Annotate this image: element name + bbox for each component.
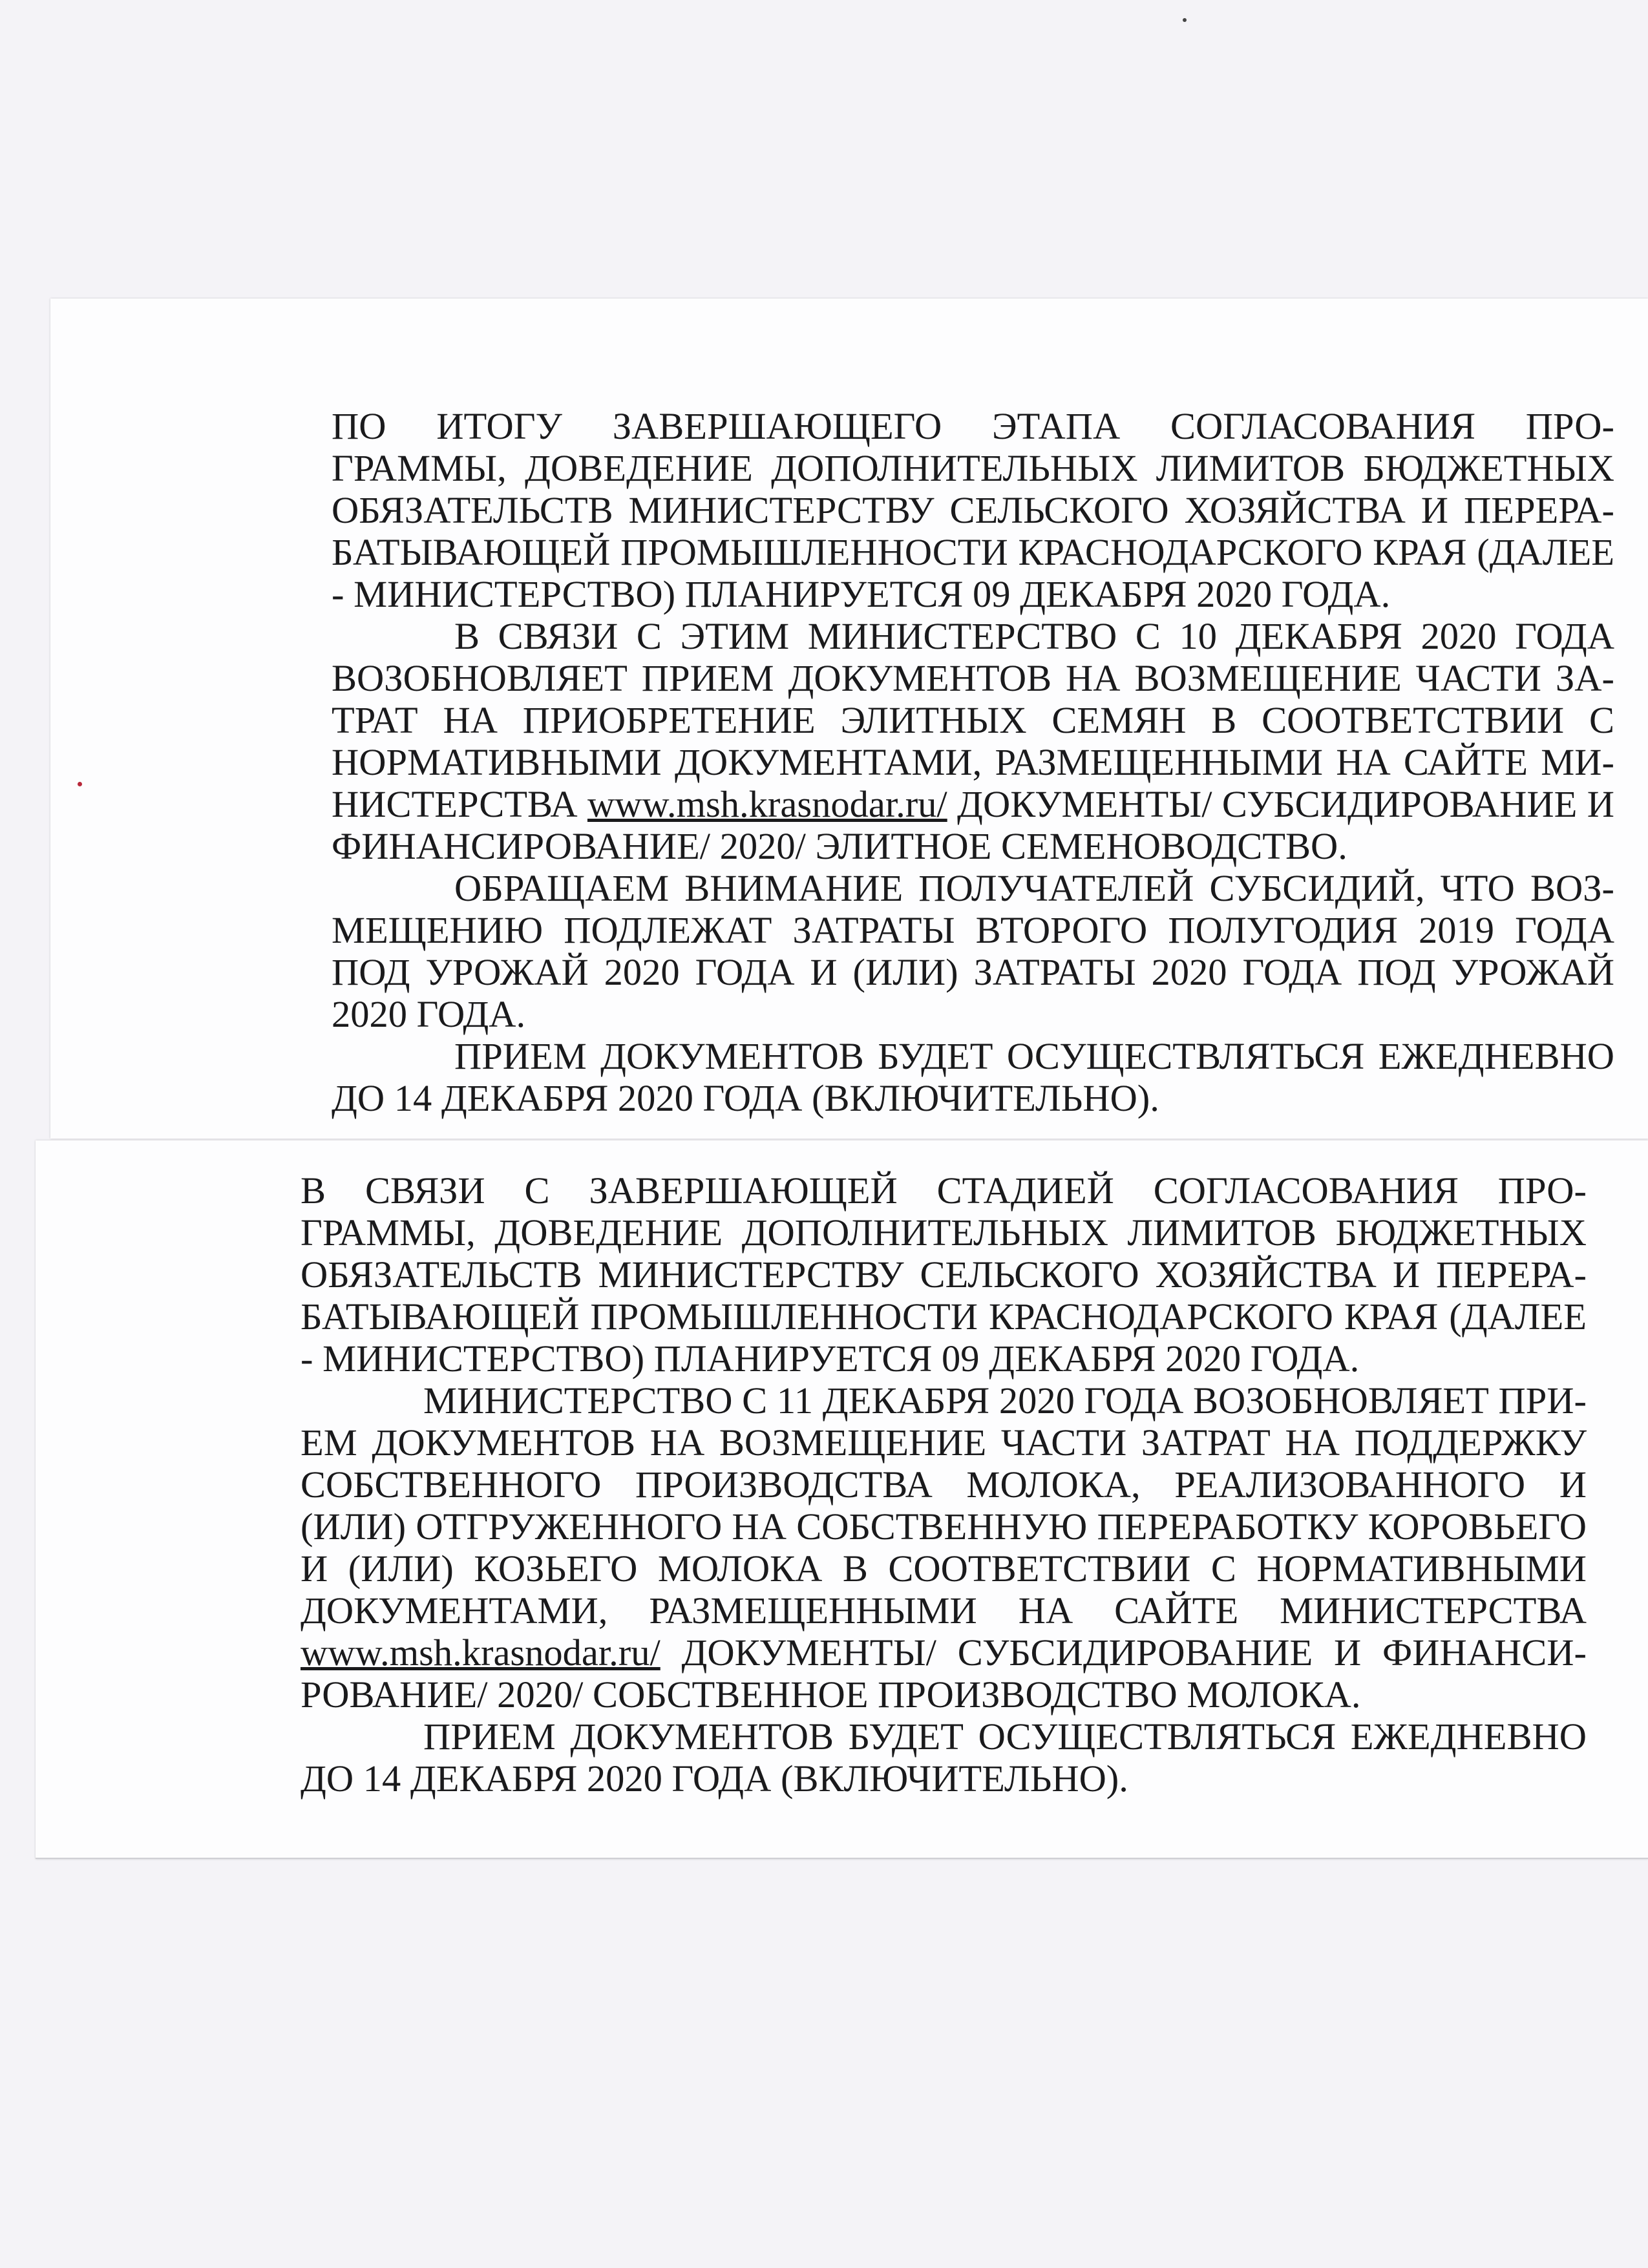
text-segment: ДОКУМЕНТЫ/ СУБСИДИРОВАНИЕ И ФИНАНСИ- [681, 1632, 1587, 1674]
text-line: ГРАММЫ, ДОВЕДЕНИЕ ДОПОЛНИТЕЛЬНЫХ ЛИМИТОВ БЮДЖЕТНЫХ [332, 447, 1614, 489]
text-line: - МИНИСТЕРСТВО) ПЛАНИРУЕТСЯ 09 ДЕКАБРЯ 2020 ГОДА. [301, 1338, 1360, 1380]
text-line: МЕЩЕНИЮ ПОДЛЕЖАТ ЗАТРАТЫ ВТОРОГО ПОЛУГОДИЯ 2019 ГОДА [332, 909, 1614, 951]
text-line: ФИНАНСИРОВАНИЕ/ 2020/ ЭЛИТНОЕ СЕМЕНОВОДСТВО. [332, 825, 1347, 867]
scan-speck [78, 782, 82, 786]
text-line: ТРАТ НА ПРИОБРЕТЕНИЕ ЭЛИТНЫХ СЕМЯН В СООТВЕТСТВИИ С [332, 699, 1614, 741]
text-line-with-link [332, 783, 1614, 825]
text-line: ЕМ ДОКУМЕНТОВ НА ВОЗМЕЩЕНИЕ ЧАСТИ ЗАТРАТ НА ПОДДЕРЖКУ [301, 1422, 1587, 1464]
text-line: ОБРАЩАЕМ ВНИМАНИЕ ПОЛУЧАТЕЛЕЙ СУБСИДИЙ, ЧТО ВОЗ- [454, 867, 1614, 909]
text-line: БАТЫВАЮЩЕЙ ПРОМЫШЛЕННОСТИ КРАСНОДАРСКОГО КРАЯ (ДАЛЕЕ [301, 1296, 1587, 1338]
text-line: ДО 14 ДЕКАБРЯ 2020 ГОДА (ВКЛЮЧИТЕЛЬНО). [332, 1077, 1159, 1119]
text-line: НОРМАТИВНЫМИ ДОКУМЕНТАМИ, РАЗМЕЩЕННЫМИ НА САЙТЕ МИ- [332, 741, 1614, 783]
text-line: ГРАММЫ, ДОВЕДЕНИЕ ДОПОЛНИТЕЛЬНЫХ ЛИМИТОВ БЮДЖЕТНЫХ [301, 1212, 1587, 1254]
text-line: БАТЫВАЮЩЕЙ ПРОМЫШЛЕННОСТИ КРАСНОДАРСКОГО КРАЯ (ДАЛЕЕ [332, 531, 1614, 573]
text-line: МИНИСТЕРСТВО С 11 ДЕКАБРЯ 2020 ГОДА ВОЗОБНОВЛЯЕТ ПРИ- [423, 1380, 1587, 1422]
text-line: И (ИЛИ) КОЗЬЕГО МОЛОКА В СООТВЕТСТВИИ С НОРМАТИВНЫМИ [301, 1548, 1587, 1590]
text-line: В СВЯЗИ С ЗАВЕРШАЮЩЕЙ СТАДИЕЙ СОГЛАСОВАНИЯ ПРО- [301, 1170, 1587, 1212]
ministry-website-link[interactable]: www.msh.krasnodar.ru/ [301, 1632, 660, 1674]
ministry-website-link[interactable]: www.msh.krasnodar.ru/ [587, 783, 947, 825]
text-line: ПРИЕМ ДОКУМЕНТОВ БУДЕТ ОСУЩЕСТВЛЯТЬСЯ ЕЖЕДНЕВНО [423, 1716, 1587, 1758]
notice-text-milk-production [301, 1170, 1587, 1800]
text-segment: ДОКУМЕНТЫ/ СУБСИДИРОВАНИЕ И [957, 783, 1615, 825]
text-line: ДО 14 ДЕКАБРЯ 2020 ГОДА (ВКЛЮЧИТЕЛЬНО). [301, 1758, 1128, 1800]
text-segment: НИСТЕРСТВА [332, 783, 578, 825]
text-line: ПО ИТОГУ ЗАВЕРШАЮЩЕГО ЭТАПА СОГЛАСОВАНИЯ ПРО- [332, 405, 1614, 447]
scan-speck [1183, 18, 1187, 22]
text-line-with-link [301, 1632, 1587, 1674]
text-line: 2020 ГОДА. [332, 993, 526, 1035]
text-line: ВОЗОБНОВЛЯЕТ ПРИЕМ ДОКУМЕНТОВ НА ВОЗМЕЩЕНИЕ ЧАСТИ ЗА- [332, 657, 1614, 699]
text-line: ДОКУМЕНТАМИ, РАЗМЕЩЕННЫМИ НА САЙТЕ МИНИСТЕРСТВА [301, 1590, 1587, 1632]
text-line: ОБЯЗАТЕЛЬСТВ МИНИСТЕРСТВУ СЕЛЬСКОГО ХОЗЯЙСТВА И ПЕРЕРА- [301, 1254, 1587, 1296]
notice-text-elite-seeds [332, 405, 1614, 1119]
notice-slip-elite-seeds [50, 299, 1648, 1139]
text-line: РОВАНИЕ/ 2020/ СОБСТВЕННОЕ ПРОИЗВОДСТВО МОЛОКА. [301, 1674, 1361, 1716]
text-line: СОБСТВЕННОГО ПРОИЗВОДСТВА МОЛОКА, РЕАЛИЗОВАННОГО И [301, 1464, 1587, 1506]
text-line: (ИЛИ) ОТГРУЖЕННОГО НА СОБСТВЕННУЮ ПЕРЕРАБОТКУ КОРОВЬЕГО [301, 1506, 1587, 1548]
text-line: - МИНИСТЕРСТВО) ПЛАНИРУЕТСЯ 09 ДЕКАБРЯ 2020 ГОДА. [332, 573, 1391, 615]
text-line: В СВЯЗИ С ЭТИМ МИНИСТЕРСТВО С 10 ДЕКАБРЯ 2020 ГОДА [454, 615, 1614, 657]
text-line: ОБЯЗАТЕЛЬСТВ МИНИСТЕРСТВУ СЕЛЬСКОГО ХОЗЯЙСТВА И ПЕРЕРА- [332, 489, 1614, 531]
text-line: ПОД УРОЖАЙ 2020 ГОДА И (ИЛИ) ЗАТРАТЫ 2020 ГОДА ПОД УРОЖАЙ [332, 951, 1614, 993]
notice-slip-milk-production [36, 1140, 1648, 1859]
text-line: ПРИЕМ ДОКУМЕНТОВ БУДЕТ ОСУЩЕСТВЛЯТЬСЯ ЕЖЕДНЕВНО [454, 1035, 1614, 1077]
